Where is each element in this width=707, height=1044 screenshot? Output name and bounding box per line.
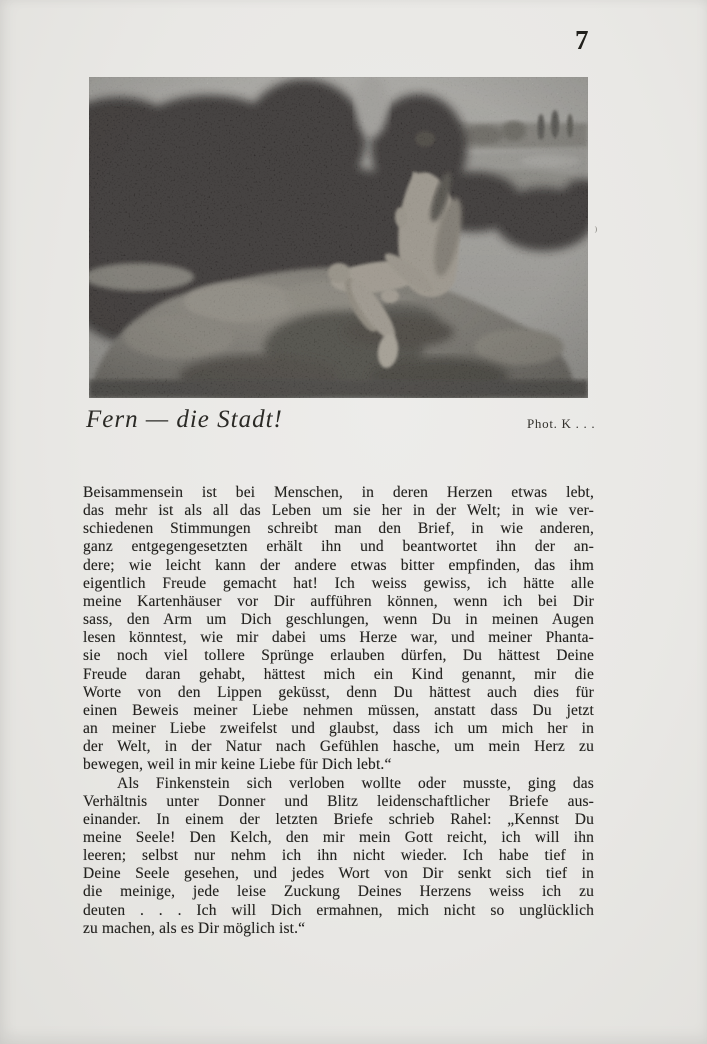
text-line: einander. In einem der letzten Briefe schrieb Rahel: „Kennst Du — [83, 810, 594, 828]
page-number: 7 — [575, 25, 589, 55]
photograph — [89, 77, 588, 398]
text-line: Deine Seele gesehen, und jedes Wort von Dir senkt sich tief in — [83, 865, 594, 883]
text-line: Beisammensein ist bei Menschen, in deren Herzen etwas lebt, — [83, 484, 594, 501]
text-line: zu machen, als es Dir möglich ist.“ — [83, 919, 306, 937]
photo-caption: Fern — die Stadt! — [86, 406, 283, 433]
text-line: sass, den Arm um Dich geschlungen, wenn Du in meinen Augen — [83, 611, 594, 629]
text-line: lesen könntest, wie mir dabei ums Herze war, und meiner Phanta- — [83, 629, 594, 647]
text-line: der Welt, in der Natur nach Gefühlen hasche, um mein Herz zu — [83, 738, 594, 756]
text-line: einen Beweis meiner Liebe nehmen müssen, anstatt dass Du jetzt — [83, 701, 594, 719]
text-line: sie noch viel tollere Sprünge erlauben dürfen, Du hättest Deine — [83, 647, 594, 665]
text-line: leeren; selbst nur nehm ich ihn nicht wieder. Ich habe tief in — [83, 847, 594, 865]
text-line: schiedenen Stimmungen schreibt man den Brief, in wie anderen, — [83, 520, 594, 538]
photo-credit: Phot. K . . . — [527, 416, 596, 431]
text-line: Freude daran gehabt, hättest mich ein Kind genannt, mir die — [83, 665, 594, 683]
body-text — [83, 484, 594, 938]
text-line: meine Seele! Den Kelch, den mir mein Gott reicht, ich will ihn — [83, 828, 594, 846]
text-line: deuten . . . Ich will Dich ermahnen, mich nicht so unglücklich — [83, 901, 594, 919]
paragraph-1 — [83, 484, 594, 775]
text-line: Als Finkenstein sich verloben wollte oder musste, ging das — [117, 774, 594, 792]
text-line: dere; wie leicht kann der andere etwas bitter empfinden, das ihm — [83, 556, 594, 574]
text-line: Worte von den Lippen geküsst, denn Du hättest auch dies für — [83, 683, 594, 701]
scan-artifact-mark — [592, 226, 597, 233]
photo-illustration — [89, 77, 588, 398]
text-line: meine Kartenhäuser vor Dir aufführen können, wenn ich bei Dir — [83, 592, 594, 610]
text-line: bewegen, weil in mir keine Liebe für Dich lebt.“ — [83, 756, 392, 774]
text-line: an meiner Liebe zweifelst und glaubst, dass ich um mich her in — [83, 720, 594, 738]
text-line: ganz entgegengesetzten erhält ihn und beantwortet ihn der an- — [83, 538, 594, 556]
text-line: Verhältnis unter Donner und Blitz leidenschaftlicher Briefe aus- — [83, 792, 594, 810]
text-line: die meinige, jede leise Zuckung Deines Herzens weiss ich zu — [83, 883, 594, 901]
text-line: das mehr ist als all das Leben um sie her in der Welt; in wie ver- — [83, 502, 594, 520]
text-line: eigentlich Freude gemacht hat! Ich weiss gewiss, ich hätte alle — [83, 574, 594, 592]
paragraph-2 — [83, 775, 594, 938]
